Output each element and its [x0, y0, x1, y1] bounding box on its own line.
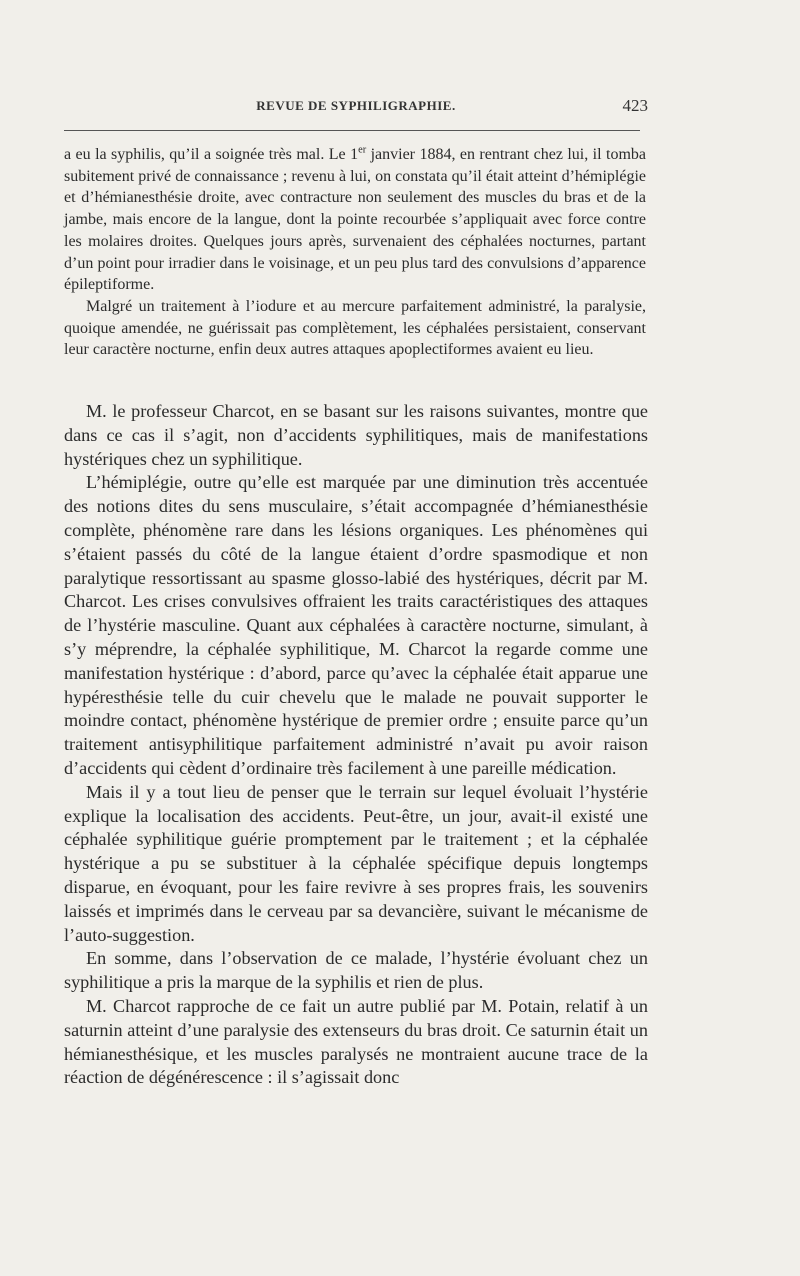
page-number: 423: [622, 96, 648, 115]
paragraph-text: janvier 1884, en rentrant chez lui, il tomba subitement privé de connaissance ; revenu à lui, on constata qu’il était atteint d’hémiplégie et d’hémianesthésie droite, avec contracture non seulement des muscles du bras et de la jambe, mais encore de la langue, dont la pointe recourbée s’appliquait avec force contre les molaires droites. Quelques jours après, survenaient des céphalées nocturnes, partant d’un point pour irradier dans le voisinage, et un peu plus tard des convulsions d’apparence épileptiforme.: [64, 146, 647, 294]
paragraph: Malgré un traitement à l’iodure et au mercure parfaitement administré, la paralysie, quoique amendée, ne guérissait pas complètement, les céphalées persistaient, conservant leur caractère nocturne, enfin deux autres attaques apoplectiformes avaient eu lieu.: [64, 297, 646, 359]
page-header: [64, 98, 648, 124]
paragraph: [64, 144, 646, 296]
paragraph: M. Charcot rapproche de ce fait un autre publié par M. Potain, relatif à un saturnin atteint d’une paralysie des extenseurs du bras droit. Ce saturnin était un hémianesthésique, et les muscles paralysés ne montraient aucune trace de la réaction de dégénérescence : il s’agissait donc: [64, 995, 648, 1088]
paragraph: L’hémiplégie, outre qu’elle est marquée par une diminution très accentuée des notions dites du sens musculaire, s’était accompagnée d’hémianesthésie complète, phénomène rare dans les lésions organiques. Les phénomènes qui s’étaient passés du côté de la langue étaient d’ordre spasmodique et non paralytique ressortissant au spasme glosso-labié des hystériques, décrit par M. Charcot. Les crises convulsives offraient les traits caractéristiques des attaques de l’hystérie masculine. Quant aux céphalées à caractère nocturne, simulant, à s’y méprendre, la céphalée syphilitique, M. Charcot la regarde comme une manifestation hystérique : d’abord, parce qu’avec la céphalée était apparue une hypéresthésie telle du cuir chevelu que le malade ne pouvait supporter le moindre contact, phénomène hystérique de premier ordre ; ensuite parce qu’un traitement antisyphilitique parfaitement administré n’avait pu avoir raison d’accidents qui cèdent d’ordinaire très facilement à une pareille médication.: [64, 472, 648, 778]
paragraph: En somme, dans l’observation de ce malade, l’hystérie évoluant chez un syphilitique a pris la marque de la syphilis et rien de plus.: [64, 948, 648, 993]
superscript: er: [358, 144, 367, 156]
commentary-block: [64, 400, 648, 1090]
running-title: REVUE DE SYPHILIGRAPHIE.: [256, 98, 456, 113]
paragraph: Mais il y a tout lieu de penser que le terrain sur lequel évoluait l’hystérie explique la localisation des accidents. Peut-être, un jour, avait-il existé une céphalée syphilitique guérie promptement par le traitement ; et la céphalée hystérique a pu se substituer à la céphalée spécifique depuis longtemps disparue, en évoquant, pour les faire revivre à ses propres frais, les souvenirs laissés et imprimés dans le cerveau par sa devancière, suivant le mécanisme de l’auto-suggestion.: [64, 781, 648, 945]
paragraph-text: a eu la syphilis, qu’il a soignée très mal. Le 1: [64, 146, 359, 163]
case-report-block: [64, 144, 646, 361]
paragraph: M. le professeur Charcot, en se basant sur les raisons suivantes, montre que dans ce cas il s’agit, non d’accidents syphilitiques, mais de manifestations hystériques chez un syphilitique.: [64, 401, 648, 469]
header-rule: [64, 130, 640, 131]
